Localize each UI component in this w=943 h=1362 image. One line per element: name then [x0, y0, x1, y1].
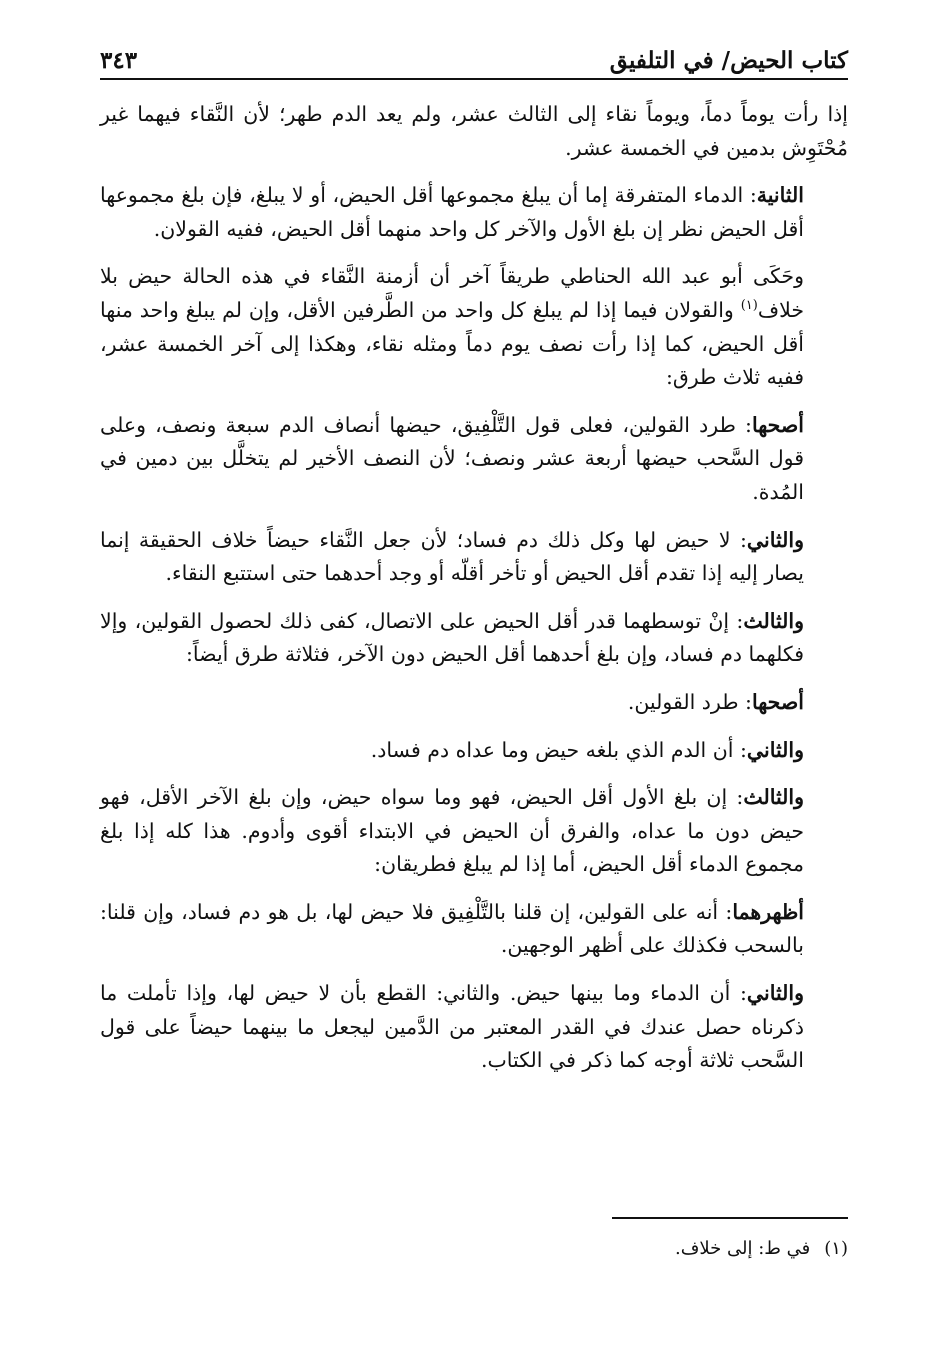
- paragraph: [100, 179, 848, 246]
- paragraph-lead: أصحها: [751, 412, 804, 437]
- paragraph-text: : أن الدم الذي بلغه حيض وما عداه دم فساد.: [370, 737, 747, 762]
- paragraph-text: : طرد القولين.: [627, 689, 752, 714]
- paragraph-lead: والثاني: [746, 981, 804, 1006]
- paragraph-text: وحَكَى أبو عبد الله الحناطي طريقاً آخر أن أزمنة النَّقاء في هذه الحالة حيض بلا خلاف: [100, 264, 804, 322]
- book-page: [100, 34, 848, 1259]
- paragraph-text: : أن الدماء وما بينها حيض. والثاني: القطع بأن لا حيض لها، وإذا تأملت ما ذكرناه حصل عندك في القدر المعتبر من الدَّمين ليجعل ما بينهما حيضاً على قول السَّحب ثلاثة أوجه كما ذكر في الكتاب.: [100, 981, 804, 1073]
- paragraph-text: : طرد القولين، فعلى قول التَّلْفِيق، حيضها أنصاف الدم سبعة ونصف، وعلى قول السَّحب حيضها أربعة عشر ونصف؛ لأن النصف الأخير لم يتخلَّل بين دمين في المُدة.: [100, 412, 804, 504]
- paragraph-text: : إنْ توسطهما قدر أقل الحيض على الاتصال، كفى ذلك لحصول القولين، وإلا فكلهما دم فساد، وإن بلغ أحدهما أقل الحيض دون الآخر، فثلاثة طرق أيضاً:: [100, 608, 804, 667]
- paragraph-text: : الدماء المتفرقة إما أن يبلغ مجموعها أقل الحيض، أو لا يبلغ، فإن بلغ مجموعها أقل الحيض نظر إن بلغ الأول والآخر كل واحد منهما أقل الحيض، ففيه القولان.: [100, 183, 804, 241]
- paragraph: [100, 260, 848, 394]
- paragraph-text: : لا حيض لها وكل ذلك دم فساد؛ لأن جعل النَّقاء حيضاً خلاف الحقيقة إنما يصار إليه إذا تقدم أقل الحيض أو تأخر أقلّه أو وجد أحدهما حتى استتبع النقاء.: [100, 527, 804, 586]
- paragraph: [100, 409, 848, 510]
- paragraph-lead: والثاني: [746, 737, 804, 762]
- paragraph-lead: والثاني: [746, 527, 804, 552]
- paragraph-text: : أنه على القولين، إن قلنا بالتَّلْفِيق فلا حيض لها، بل هو دم فساد، وإن قلنا: بالسحب فكذلك على أظهر الوجهين.: [100, 899, 804, 958]
- paragraph-lead: أظهرهما: [732, 899, 804, 924]
- paragraph: [100, 98, 848, 165]
- paragraph-lead: والثالث: [743, 608, 804, 633]
- paragraph: [100, 524, 848, 591]
- paragraph: [100, 605, 848, 672]
- paragraph: [100, 781, 848, 882]
- footnote-reference: (١): [740, 298, 758, 314]
- footnote: [675, 1234, 848, 1264]
- footnote-divider: [612, 1217, 848, 1219]
- footnote-number: (١): [824, 1238, 848, 1259]
- page-number: ٣٤٣: [100, 47, 138, 74]
- paragraph-lead: الثانية: [756, 183, 804, 208]
- paragraph: [100, 977, 848, 1078]
- paragraph-text: : إن بلغ الأول أقل الحيض، فهو وما سواه حيض، وإن بلغ الآخر الأقل، فهو حيض دون ما عداه، والفرق أن الحيض في الابتداء أقوى وأدوم. هذا كله إذا بلغ مجموع الدماء أقل الحيض، أما إذا لم يبلغ فطريقان:: [100, 785, 804, 877]
- paragraph-lead: أصحها: [751, 689, 804, 714]
- paragraph-text: والقولان فيما إذا لم يبلغ كل واحد من الطَّرفين الأقل، وإن لم يبلغ واحد منها أقل الحيض، كما إذا رأت نصف يوم دماً ومثله نقاء، وهكذا إلى آخر الخمسة عشر، ففيه ثلاث طرق:: [100, 297, 804, 390]
- running-header: [100, 34, 848, 80]
- paragraph: [100, 734, 848, 768]
- paragraph-lead: والثالث: [743, 785, 804, 810]
- footnote-text: في ط: إلى خلاف.: [675, 1238, 811, 1259]
- chapter-title: كتاب الحيض/ في التلفيق: [609, 47, 848, 74]
- main-text: [100, 98, 848, 1078]
- paragraph: [100, 896, 848, 963]
- paragraph: [100, 686, 848, 720]
- paragraph-text: إذا رأت يوماً دماً، ويوماً نقاء إلى الثالث عشر، ولم يعد الدم طهر؛ لأن النَّقاء فيهما غير مُحْتَوِش بدمين في الخمسة عشر.: [100, 102, 848, 160]
